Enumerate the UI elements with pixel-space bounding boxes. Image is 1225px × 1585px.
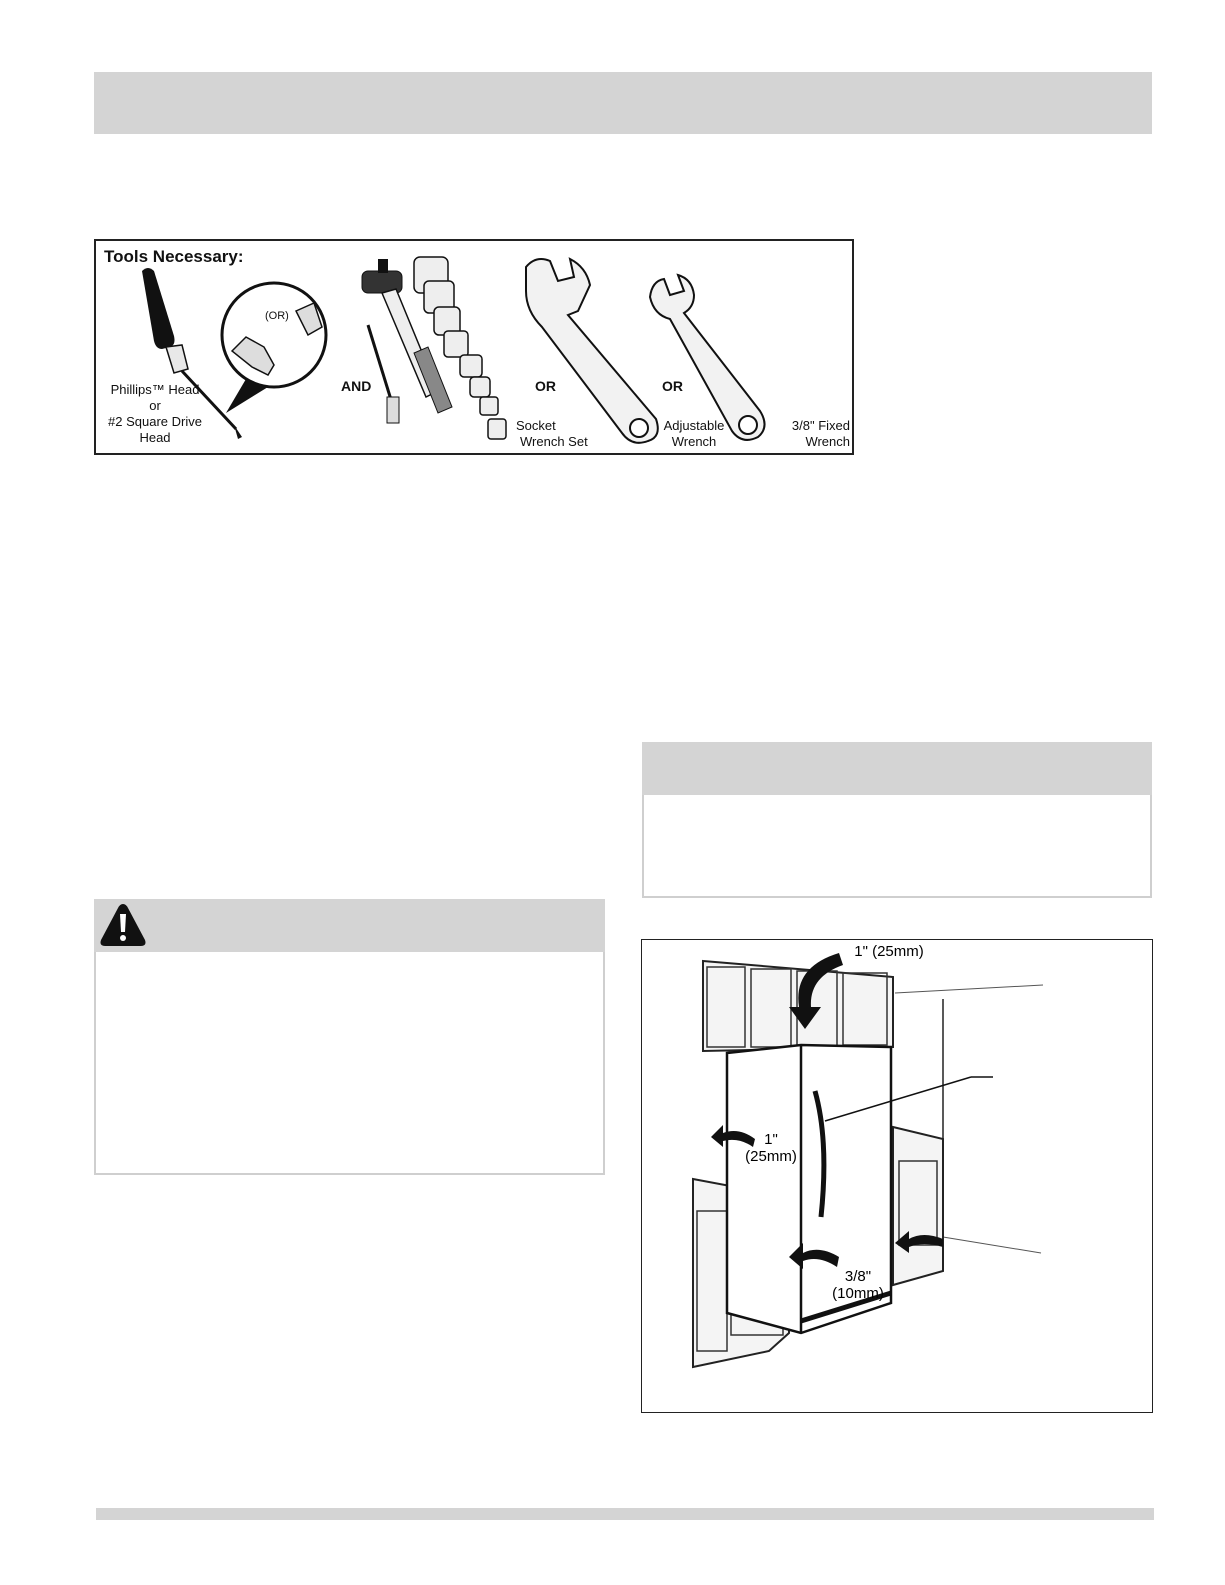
screwdriver-label: Phillips™ Head or #2 Square Drive Head bbox=[108, 382, 202, 445]
bit-or-label: (OR) bbox=[265, 310, 289, 322]
top-clearance-label: 1" (25mm) bbox=[854, 943, 924, 960]
clearance-illustration bbox=[643, 941, 1151, 1411]
or-label-1: OR bbox=[535, 378, 556, 394]
socket-label: Socket Wrench Set bbox=[516, 418, 588, 449]
or-label-2: OR bbox=[662, 378, 683, 394]
upper-cabinets bbox=[703, 961, 893, 1051]
warning-panel-header bbox=[94, 899, 605, 952]
fixed-wrench-icon bbox=[650, 275, 765, 440]
adjustable-label: Adjustable Wrench bbox=[663, 418, 725, 449]
header-band bbox=[94, 72, 1152, 134]
right-base-cabinet bbox=[893, 1127, 943, 1285]
bit-magnifier-icon bbox=[222, 283, 326, 413]
info-panel-header bbox=[642, 742, 1152, 795]
socket-wrench-set-icon bbox=[362, 257, 506, 439]
footer-band bbox=[96, 1508, 1154, 1520]
warning-icon bbox=[98, 902, 148, 948]
tools-title: Tools Necessary: bbox=[104, 247, 244, 266]
fixed-wrench-label: 3/8" Fixed Wrench bbox=[791, 418, 850, 449]
side-clearance-label: 1" (25mm) bbox=[745, 1131, 797, 1165]
adjustable-wrench-icon bbox=[526, 259, 658, 443]
front-clearance-label: 3/8" (10mm) bbox=[832, 1268, 884, 1302]
and-label: AND bbox=[341, 378, 372, 394]
